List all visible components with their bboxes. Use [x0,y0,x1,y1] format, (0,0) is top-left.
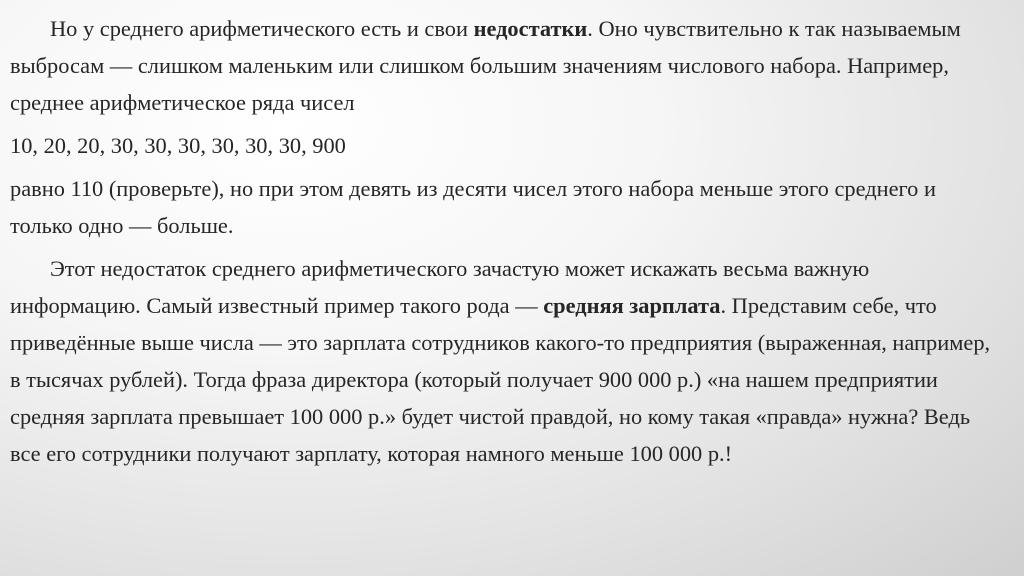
paragraph-drawbacks-text-1: Но у среднего арифметического есть и свои [50,16,474,41]
paragraph-salary-text-2: . Представим себе, что приведённые выше числа — это зарплата сотрудников какого-то предприятия (выраженная, например, в тысячах рублей). Тогда фраза директора (который получает 900 000 р.) «на нашем предприятии средняя зарплата превышает 100 000 р.» будет чистой правдой, но кому такая «правда» нужна? Ведь все его сотрудники получают зарплату, которая намного меньше 100 000 р.! [10,293,991,466]
paragraph-drawbacks-text-2: . Оно чувствительно к так называемым выбросам — слишком маленьким или слишком большим значениям числового набора. Например, среднее арифметическое ряда чисел [10,16,961,115]
paragraph-drawbacks [10,10,1000,121]
drawbacks-bold-term: недостатки [473,16,588,41]
number-series: 10, 20, 20, 30, 30, 30, 30, 30, 30, 900 [10,133,346,158]
paragraph-mean-result: равно 110 (проверьте), но при этом девять из десяти чисел этого набора меньше этого среднего и только одно — больше. [10,176,936,238]
average-salary-bold-term: средняя зарплата [543,293,721,318]
paragraph-salary-example [10,250,1000,472]
paragraph-salary-text-1: Этот недостаток среднего арифметического зачастую может искажать весьма важную информацию. Самый известный пример такого рода — [10,256,870,318]
